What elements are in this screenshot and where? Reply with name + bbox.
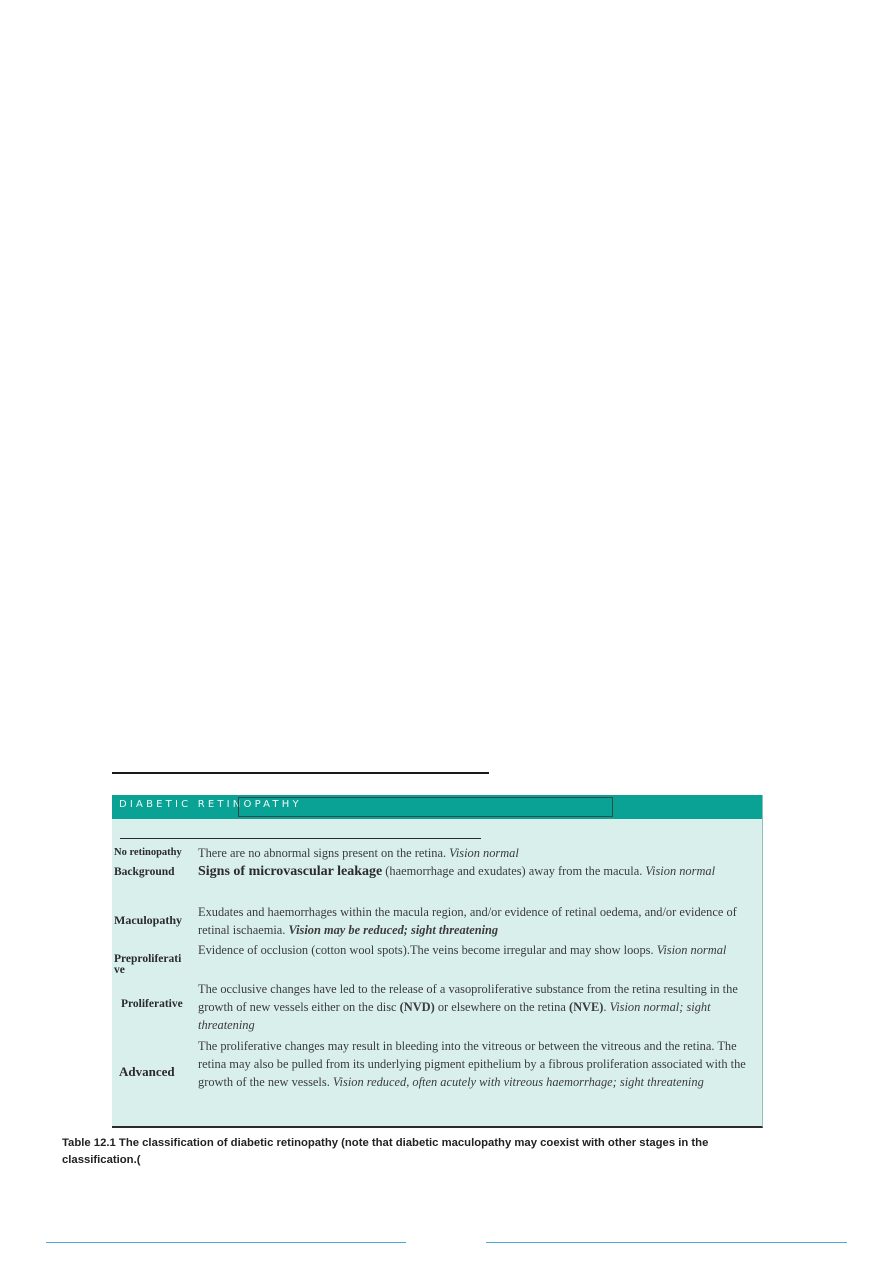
row-description: Evidence of occlusion (cotton wool spots).The veins become irregular and may show loops. Vision normal bbox=[198, 943, 727, 957]
table-title: DIABETIC RETINOPATHY bbox=[119, 799, 302, 810]
row-description: The proliferative changes may result in bleeding into the vitreous or between the vitreous and the retina. The retina may also be pulled from its underlying pigment epithelium by a fibrous proliferation associated with the growth of the new vessels. Vision reduced, often acutely with vitreous haemorrhage; sight threatening bbox=[198, 1039, 746, 1089]
row-description: Exudates and haemorrhages within the macula region, and/or evidence of retinal oedema, and/or evidence of retinal ischaemia. Vision may be reduced; sight threatening bbox=[198, 905, 737, 937]
row-label: Maculopathy bbox=[114, 913, 183, 927]
top-rule bbox=[112, 772, 489, 774]
row-label: Proliferative bbox=[121, 998, 183, 1010]
footer-rule-right bbox=[486, 1242, 847, 1243]
row-label: Background bbox=[114, 866, 175, 878]
inner-rule bbox=[120, 838, 481, 839]
header-box bbox=[238, 797, 613, 817]
row-description: There are no abnormal signs present on the retina. Vision normal bbox=[198, 846, 519, 860]
retinopathy-table bbox=[112, 795, 763, 1128]
footer-rule-left bbox=[46, 1242, 406, 1243]
table-caption: Table 12.1 The classification of diabetic retinopathy (note that diabetic maculopathy may coexist with other stages in the classification.( bbox=[62, 1137, 709, 1166]
table-header bbox=[112, 795, 762, 819]
row-label: Preproliferati ve bbox=[114, 953, 182, 976]
row-label: No retinopathy bbox=[114, 847, 182, 858]
row-label: Advanced bbox=[119, 1064, 175, 1079]
row-description: The occlusive changes have led to the release of a vasoproliferative substance from the retina resulting in the growth of new vessels either on the disc (NVD) or elsewhere on the retina (NVE). Vision normal; sight threatening bbox=[198, 982, 738, 1032]
row-description: Signs of microvascular leakage (haemorrhage and exudates) away from the macula. Vision normal bbox=[198, 864, 716, 879]
